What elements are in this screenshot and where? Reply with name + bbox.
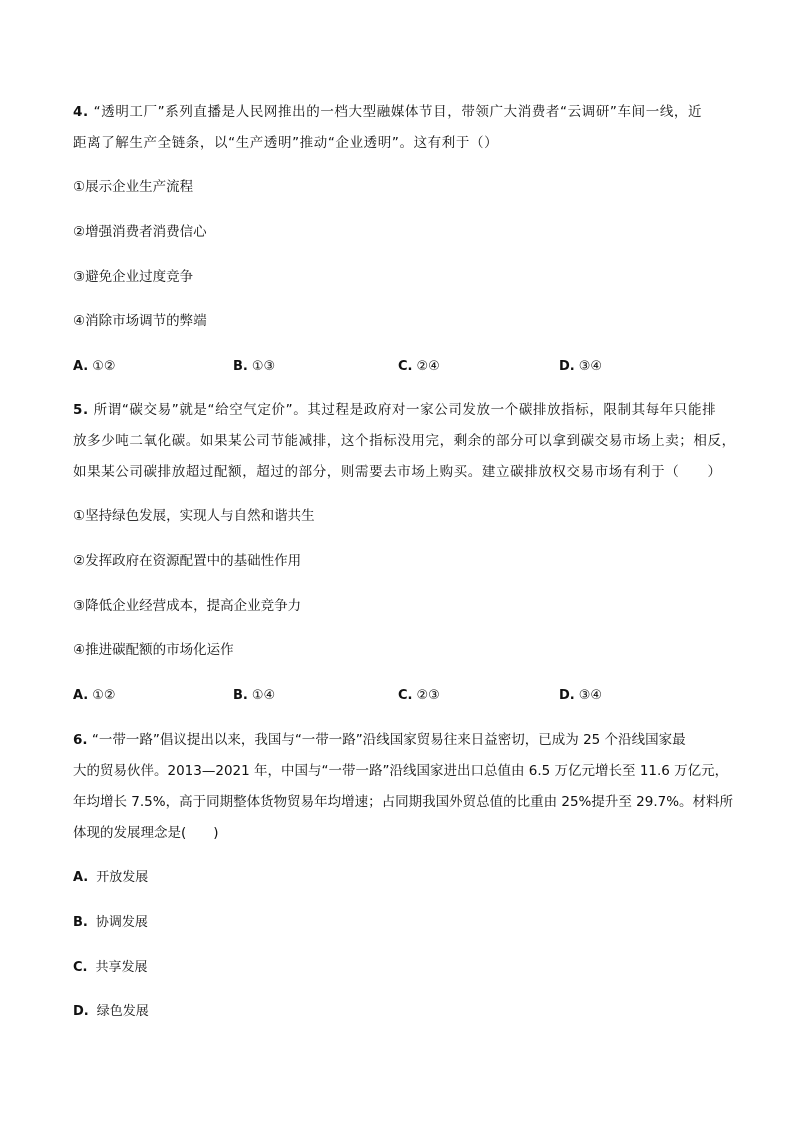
question-6-line-3: 年均增长 7.5%，高于同期整体货物贸易年均增速；占同期我国外贸总值的比重由 25%提升至 29.7%。材料所 xyxy=(73,794,734,810)
question-5-number: 5. xyxy=(73,402,89,418)
question-4-option-d[interactable]: D. ③④ xyxy=(559,359,603,374)
question-5-line-3: 如果某公司碳排放超过配额，超过的部分，则需要去市场上购买。建立碳排放权交易市场有利于（ ） xyxy=(73,464,722,480)
question-4-statement-3: ③避免企业过度竞争 xyxy=(73,269,194,285)
question-5-option-c[interactable]: C. ②③ xyxy=(398,688,440,703)
question-6-line-2: 大的贸易伙伴。2013—2021 年，中国与“一带一路”沿线国家进出口总值由 6.5 万亿元增长至 11.6 万亿元， xyxy=(73,763,729,779)
question-5-statement-2: ②发挥政府在资源配置中的基础性作用 xyxy=(73,553,302,569)
question-4-statement-2: ②增强消费者消费信心 xyxy=(73,224,207,240)
question-6-option-b[interactable]: B. 协调发展 xyxy=(73,915,148,930)
question-4-statement-1: ①展示企业生产流程 xyxy=(73,179,194,195)
question-4-number: 4. xyxy=(73,104,89,120)
question-6-number: 6. xyxy=(73,732,88,748)
question-4-option-b[interactable]: B. ①③ xyxy=(233,359,276,374)
question-5-statement-4: ④推进碳配额的市场化运作 xyxy=(73,642,234,658)
question-6-line-4: 体现的发展理念是( ) xyxy=(73,825,219,841)
question-5-line-2: 放多少吨二氧化碳。如果某公司节能减排，这个指标没用完，剩余的部分可以拿到碳交易市场上卖；相反， xyxy=(73,433,736,449)
question-4-option-c[interactable]: C. ②④ xyxy=(398,359,440,374)
question-6-line-1: 6. “一带一路”倡议提出以来，我国与“一带一路”沿线国家贸易往来日益密切，已成为 25 个沿线国家最 xyxy=(73,732,686,748)
question-6-option-d[interactable]: D. 绿色发展 xyxy=(73,1004,149,1019)
question-5-option-b[interactable]: B. ①④ xyxy=(233,688,276,703)
question-6-option-c[interactable]: C. 共享发展 xyxy=(73,960,148,975)
question-5-option-a[interactable]: A. ①② xyxy=(73,688,116,703)
question-5-option-d[interactable]: D. ③④ xyxy=(559,688,603,703)
question-4-statement-4: ④消除市场调节的弊端 xyxy=(73,313,207,329)
question-5-line-1: 5. 所谓“碳交易”就是“给空气定价”。其过程是政府对一家公司发放一个碳排放指标，限制其每年只能排 xyxy=(73,402,717,418)
question-5-statement-1: ①坚持绿色发展，实现人与自然和谐共生 xyxy=(73,508,315,524)
question-4-option-a[interactable]: A. ①② xyxy=(73,359,116,374)
question-6-option-a[interactable]: A. 开放发展 xyxy=(73,870,149,885)
question-4-line-1: 4. “透明工厂”系列直播是人民网推出的一档大型融媒体节目，带领广大消费者“云调研”车间一线，近 xyxy=(73,104,703,120)
question-4-line-2: 距离了解生产全链条，以“生产透明”推动“企业透明”。这有利于（） xyxy=(73,135,499,151)
question-5-statement-3: ③降低企业经营成本，提高企业竞争力 xyxy=(73,598,302,614)
